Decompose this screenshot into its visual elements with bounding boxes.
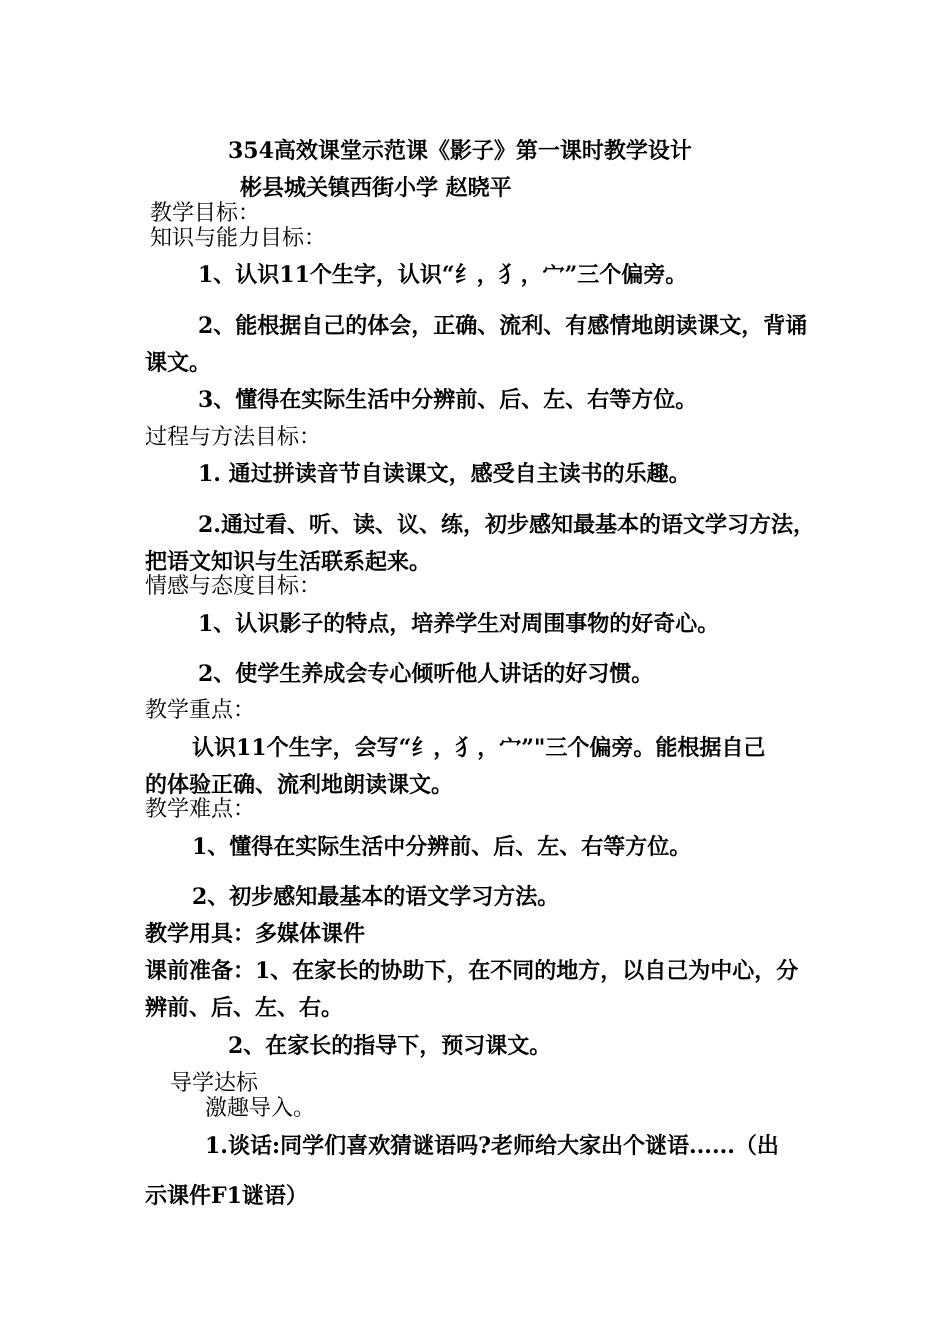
text-line: 1.谈话:同学们喜欢猜谜语吗?老师给大家出个谜语......（出 — [205, 1133, 779, 1159]
text-line: 2.通过看、听、读、议、练，初步感知最基本的语文学习方法， — [198, 512, 815, 538]
text-line: 教学用具：多媒体课件 — [145, 921, 366, 947]
text-line: 把语文知识与生活联系起来。 — [145, 549, 432, 575]
text-line: 导学达标 — [170, 1071, 259, 1096]
text-line: 过程与方法目标： — [145, 425, 322, 450]
text-line: 2、初步感知最基本的语文学习方法。 — [192, 884, 560, 910]
text-line: 3、懂得在实际生活中分辨前、后、左、右等方位。 — [198, 387, 698, 413]
text-line: 教学难点： — [145, 797, 256, 822]
text-line: 示课件F1谜语） — [145, 1183, 308, 1209]
author-line: 彬县城关镇西街小学 赵晓平 — [240, 175, 512, 201]
text-line: 情感与态度目标： — [145, 574, 322, 599]
text-line: 1、懂得在实际生活中分辨前、后、左、右等方位。 — [192, 834, 692, 860]
text-line: 1、认识11个生字，认识“纟，犭，宀”三个偏旁。 — [198, 262, 688, 288]
text-line: 2、在家长的指导下，预习课文。 — [228, 1033, 552, 1059]
text-line: 教学重点： — [145, 698, 256, 723]
document-title: 354高效课堂示范课《影子》第一课时教学设计 — [228, 138, 692, 164]
text-line: 知识与能力目标： — [150, 226, 327, 251]
text-line: 教学目标： — [150, 201, 261, 226]
text-line: 2、能根据自己的体会，正确、流利、有感情地朗读课文，背诵 — [198, 313, 808, 339]
text-line: 1、认识影子的特点，培养学生对周围事物的好奇心。 — [198, 611, 720, 637]
text-line: 辨前、后、左、右。 — [145, 995, 344, 1021]
text-line: 课文。 — [145, 350, 212, 376]
text-line: 的体验正确、流利地朗读课文。 — [145, 772, 454, 798]
text-line: 认识11个生字，会写“纟，犭，宀”"三个偏旁。能根据自己 — [192, 735, 766, 761]
text-line: 1. 通过拼读音节自读课文，感受自主读书的乐趣。 — [198, 461, 691, 487]
text-line: 激趣导入。 — [205, 1096, 316, 1121]
text-line: 2、使学生养成会专心倾听他人讲话的好习惯。 — [198, 661, 654, 687]
text-line: 课前准备：1、在家长的协助下，在不同的地方，以自己为中心，分 — [145, 958, 799, 984]
